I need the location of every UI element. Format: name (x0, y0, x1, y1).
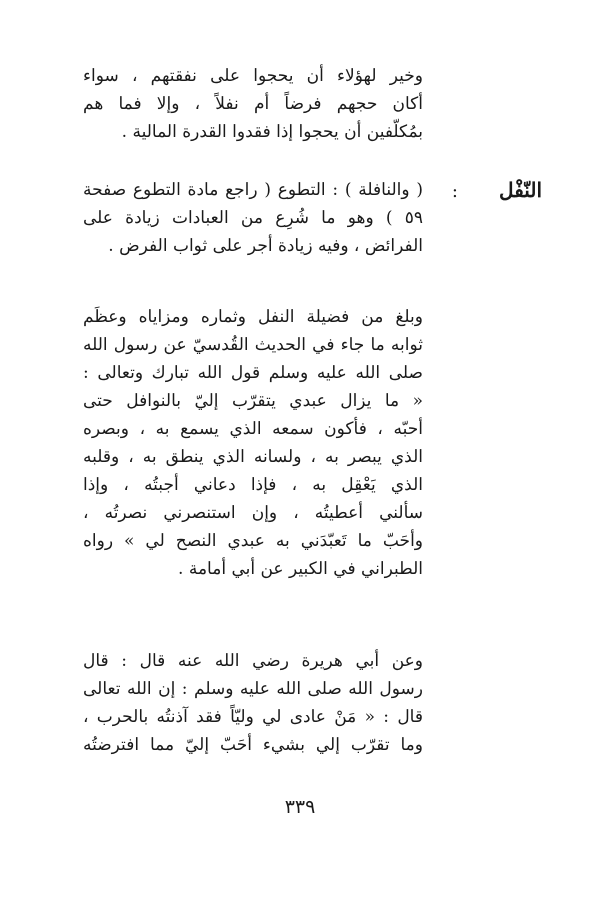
entry-term-heading: النّفْل (499, 178, 542, 202)
text-line: « ما يزال عبدي يتقرّب إليّ بالنوافل حتى (83, 391, 423, 411)
text-line: الطبراني في الكبير عن أبي أمامة . (178, 559, 423, 579)
text-line: وما تقرّب إلي بشيء أحَبّ إليّ مما افترضتُه (83, 735, 423, 755)
text-line: بمُكلّفين أن يحجوا إذا فقدوا القدرة المالية . (121, 122, 423, 142)
page-number: ٣٣٩ (284, 796, 316, 818)
text-line: الفرائض ، وفيه زيادة أجر على ثواب الفرض . (108, 236, 423, 256)
text-line: وبلغ من فضيلة النفل وثماره ومزاياه وعظَم (83, 307, 423, 327)
text-line: أحبّه ، فأكون سمعه الذي يسمع به ، وبصره (83, 419, 423, 439)
text-line: سألني أعطيتُه ، وإن استنصرني نصرتُه ، (83, 503, 423, 523)
text-line: ( والنافلة ) : التطوع ( راجع مادة التطوع صفحة (83, 180, 423, 200)
paragraph-definition (83, 176, 423, 260)
text-line: وعن أبي هريرة رضي الله عنه قال : قال (83, 651, 423, 671)
text-line: رسول الله صلى الله عليه وسلم : إن الله تعالى (83, 679, 423, 699)
text-line: الذي يَعْقِل به ، فإذا دعاني أجبتُه ، وإذا (83, 475, 423, 495)
entry-term-colon: : (451, 181, 458, 202)
paragraph-hajj (83, 62, 423, 146)
text-line: ٥٩ ) وهو ما شُرِع من العبادات زيادة على (83, 208, 423, 228)
text-line: أكان حجهم فرضاً أم نفلاً ، وإلا فما هم (83, 94, 423, 114)
text-line: ثوابه ما جاء في الحديث القُدسيّ عن رسول الله (83, 335, 423, 355)
text-line: الذي يبصر به ، ولسانه الذي ينطق به ، وقلبه (83, 447, 423, 467)
paragraph-hadith-qudsi (83, 303, 423, 583)
paragraph-abu-hurayra (83, 647, 423, 759)
text-line: قال : « مَنْ عادى لي وليّاً فقد آذنتُه بالحرب ، (83, 707, 423, 727)
text-line: وأحَبّ ما تَعبّدَني به عبدي النصح لي » رواه (83, 531, 423, 551)
text-line: صلى الله عليه وسلم قول الله تبارك وتعالى : (83, 363, 423, 383)
text-line: وخير لهؤلاء أن يحجوا على نفقتهم ، سواء (83, 66, 423, 86)
